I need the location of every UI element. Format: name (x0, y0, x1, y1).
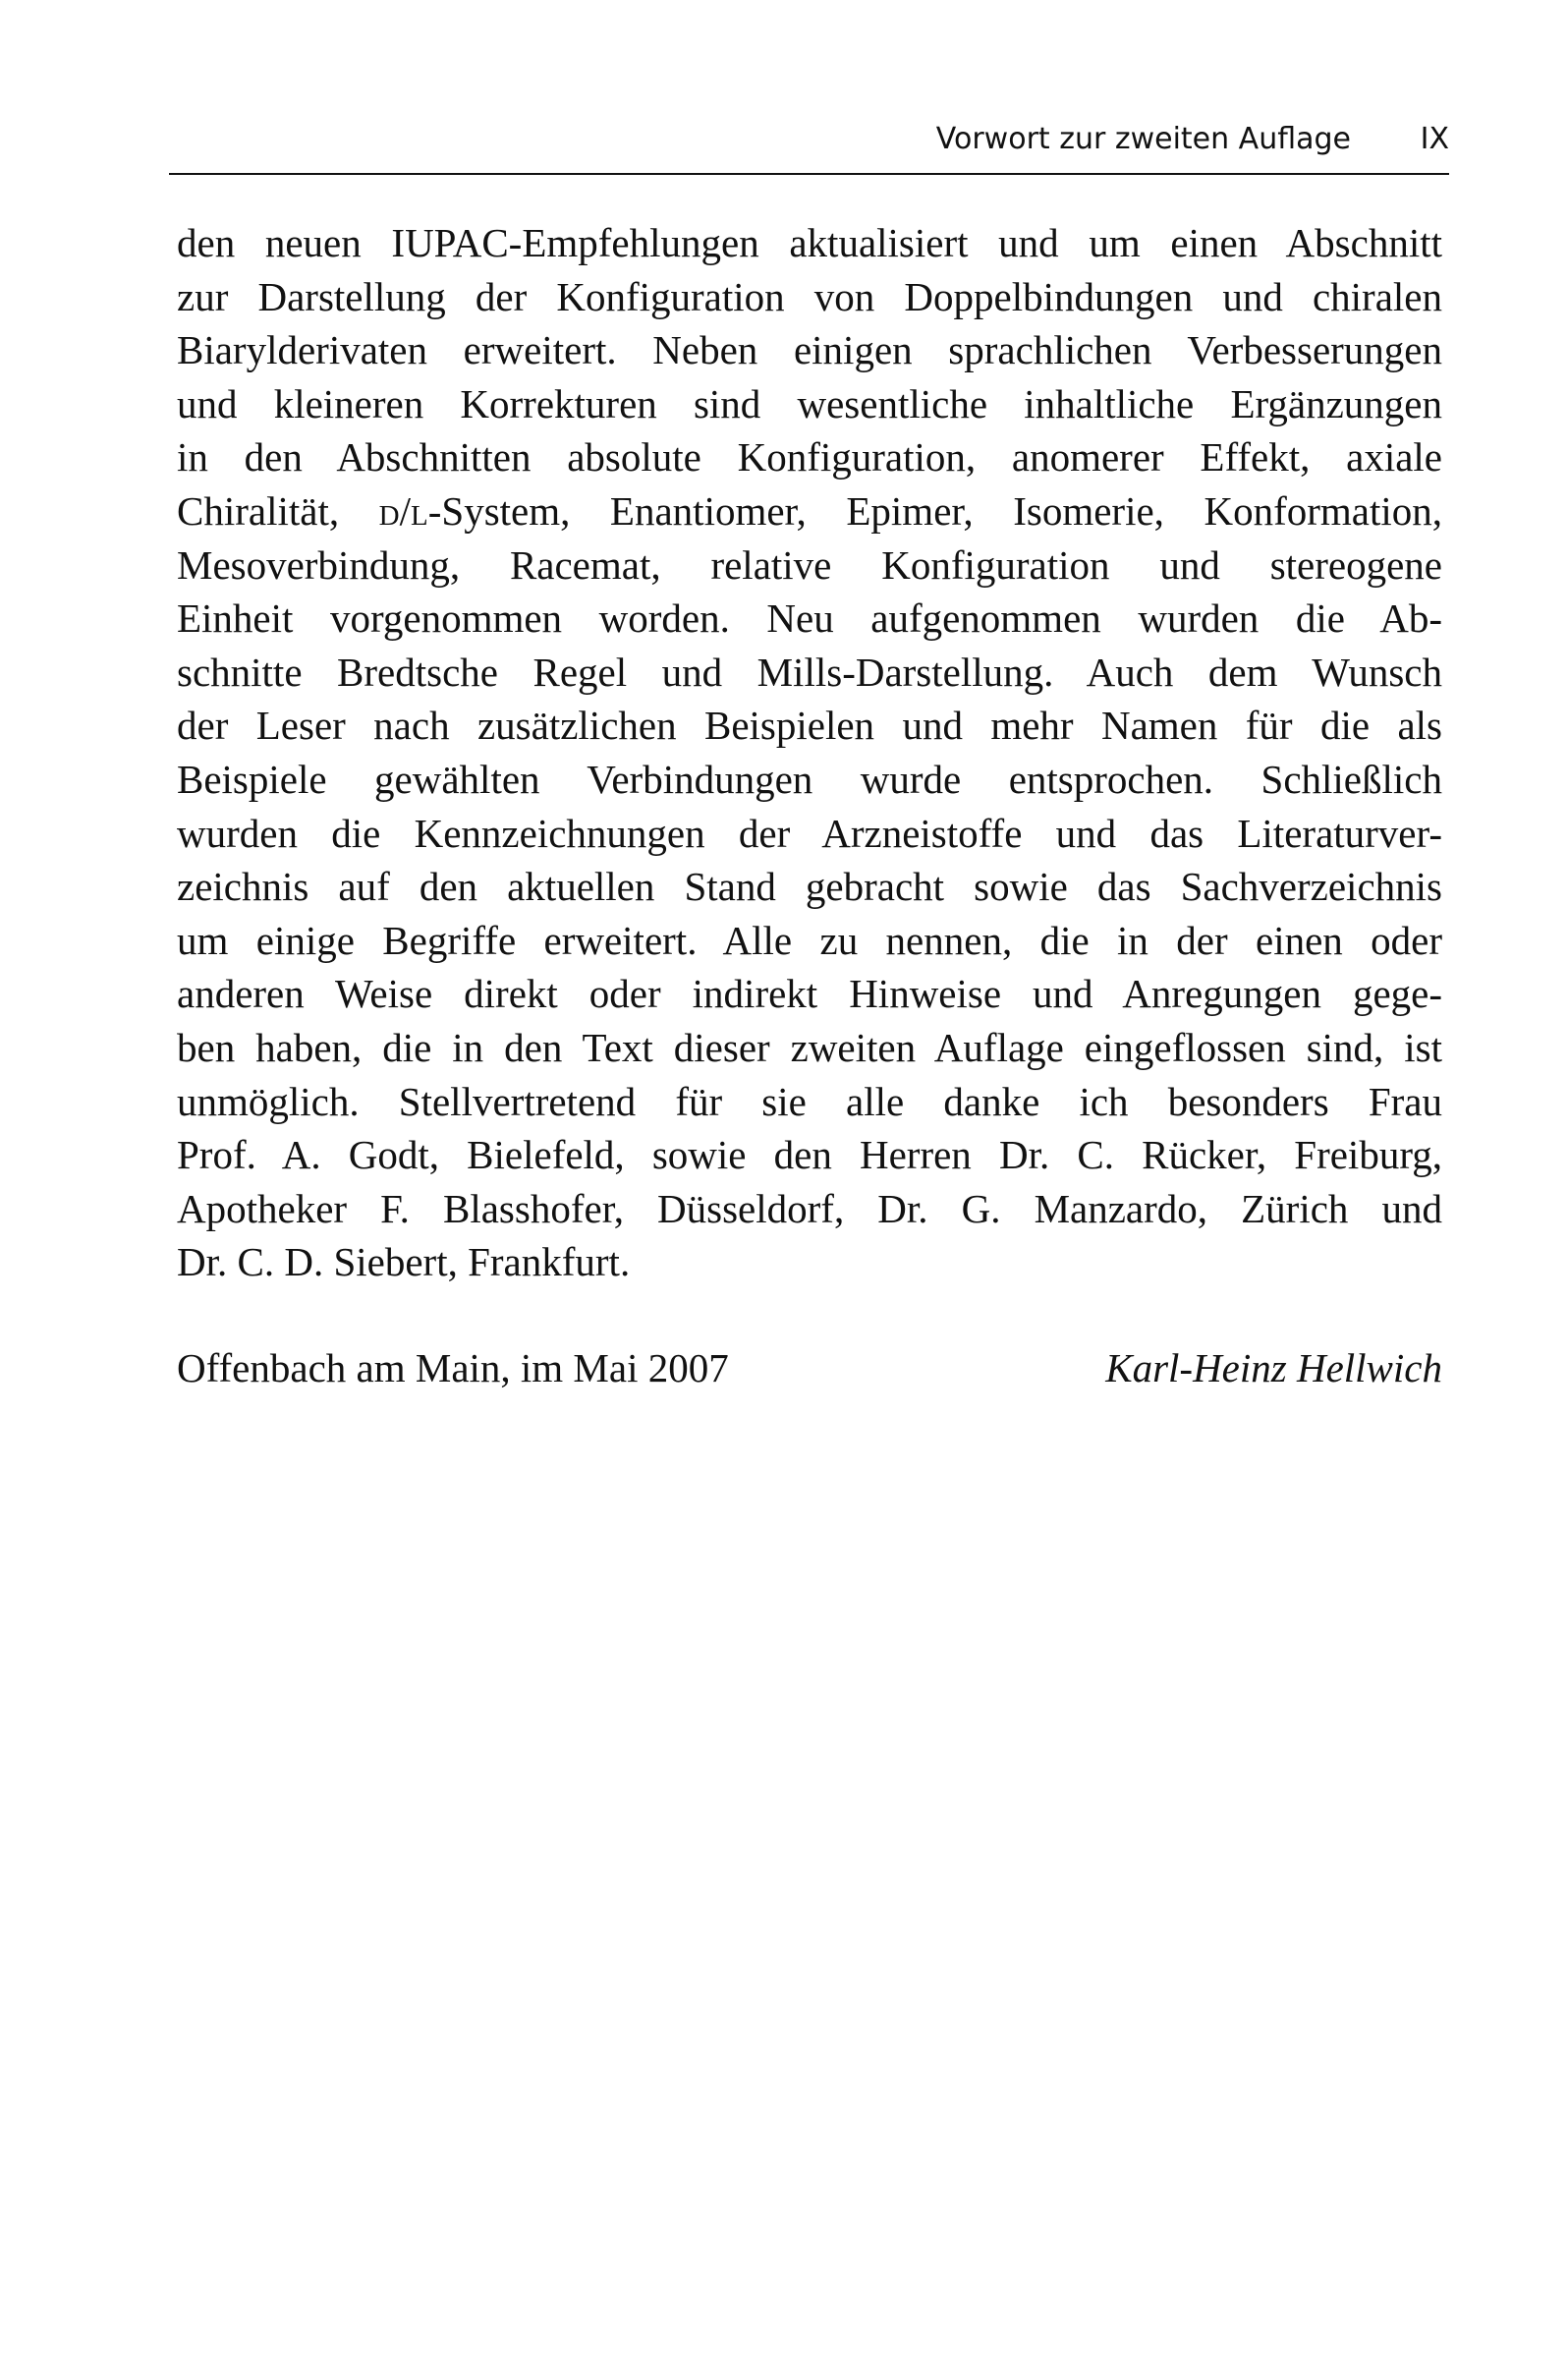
text-line: und kleineren Korrekturen sind wesentliche inhaltliche Ergänzungen (177, 380, 1442, 426)
text-segment: Chiralität, (177, 487, 379, 534)
text-line: Apotheker F. Blasshofer, Düsseldorf, Dr. G. Manzardo, Zürich und (177, 1185, 1442, 1231)
author-name: Karl-Heinz Hellwich (1105, 1345, 1442, 1390)
text-line: Prof. A. Godt, Bielefeld, sowie den Herren Dr. C. Rücker, Freiburg, (177, 1132, 1442, 1178)
text-line: Dr. C. D. Siebert, Frankfurt. (177, 1239, 631, 1285)
place-date: Offenbach am Main, im Mai 2007 (177, 1345, 729, 1390)
text-line: zeichnis auf den aktuellen Stand gebracht sowie das Sachverzeichnis (177, 864, 1442, 910)
text-line: um einige Begriffe erweitert. Alle zu nennen, die in der einen oder (177, 917, 1442, 963)
running-title: Vorwort zur zweiten Auflage (935, 122, 1351, 156)
text-line: Biarylderivaten erweitert. Neben einigen sprachlichen Verbesserungen (177, 327, 1442, 373)
text-line: zur Darstellung der Konfiguration von Doppelbindungen und chiralen (177, 273, 1442, 319)
text-line: anderen Weise direkt oder indirekt Hinweise und Anregungen gege- (177, 971, 1442, 1017)
page-number: IX (1420, 122, 1449, 156)
text-line: Beispiele gewählten Verbindungen wurde entsprochen. Schließlich (177, 756, 1442, 802)
text-line: wurden die Kennzeichnungen der Arzneistoffe und das Literaturver- (177, 810, 1442, 856)
text-line: der Leser nach zusätzlichen Beispielen und mehr Namen für die als (177, 703, 1442, 749)
text-segment: -System, Enantiomer, Epimer, Isomerie, Konformation, (427, 487, 1443, 534)
running-head (169, 116, 1449, 163)
text-line (177, 484, 1442, 538)
text-line: den neuen IUPAC-Empfehlungen aktualisiert und um einen Abschnitt (177, 220, 1442, 265)
text-line: ben haben, die in den Text dieser zweiten Auflage eingeflossen sind, ist (177, 1024, 1442, 1070)
text-line: unmöglich. Stellvertretend für sie alle danke ich besonders Frau (177, 1078, 1442, 1124)
text-line: in den Abschnitten absolute Konfiguration, anomerer Effekt, axiale (177, 434, 1442, 481)
signature-row (177, 1338, 1442, 1397)
body-paragraph (177, 216, 1442, 1289)
dl-system-smallcaps: d/l (378, 487, 428, 534)
text-line: Einheit vorgenommen worden. Neu aufgenommen wurden die Ab- (177, 595, 1442, 642)
text-line: Mesoverbindung, Racemat, relative Konfiguration und stereogene (177, 541, 1442, 588)
text-line: schnitte Bredtsche Regel und Mills-Darstellung. Auch dem Wunsch (177, 649, 1442, 695)
header-rule (169, 173, 1449, 175)
